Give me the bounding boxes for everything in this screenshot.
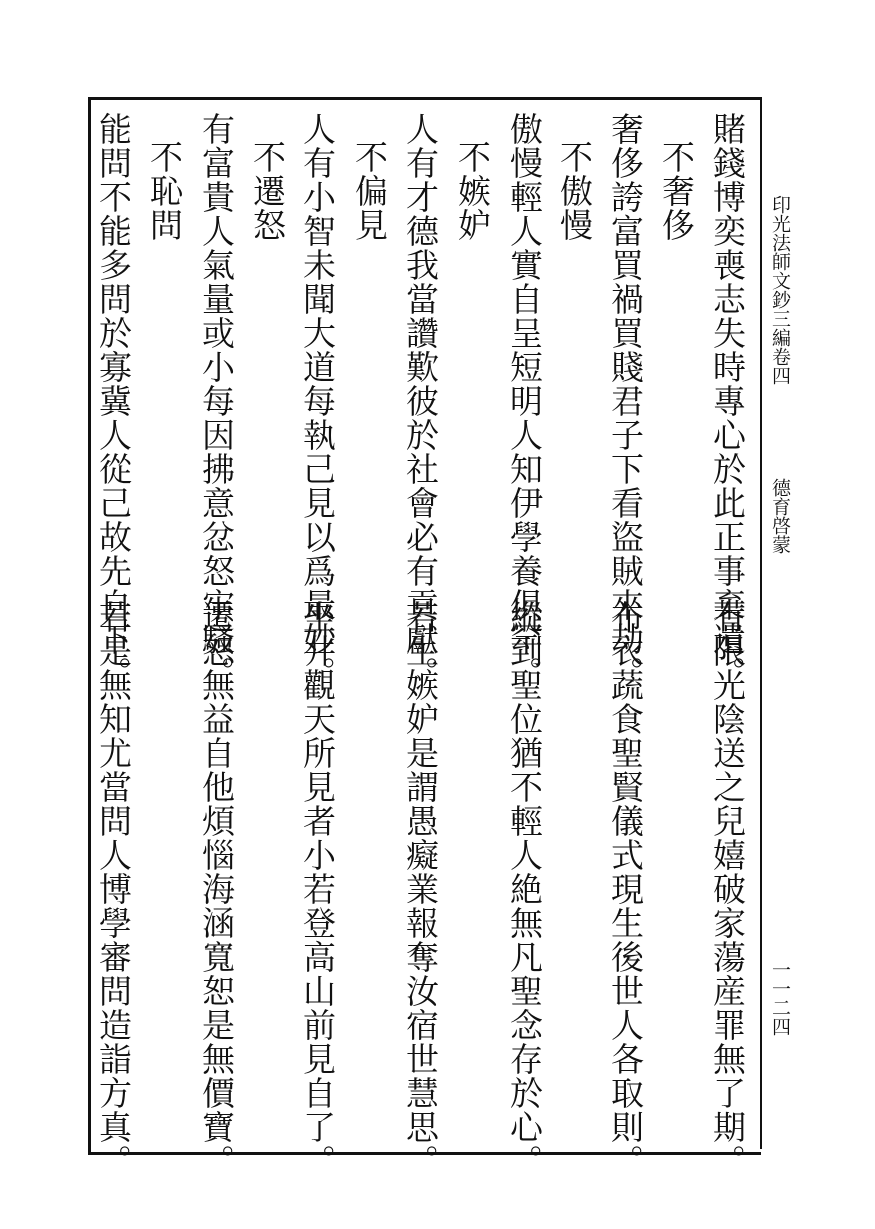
section-heading: 不恥問 [145,140,184,242]
verse-line: 縱到聖位猶不輕人絶無凡聖念存於心。 [505,600,544,1178]
verse-line: 有富貴人氣量或小每因拂意忿怒牢騷。 [197,112,236,690]
margin-rule [760,97,762,1149]
section-heading: 不奢侈 [657,140,696,242]
verse-line: 若生嫉妒是謂愚癡業報奪汝宿世慧思。 [401,600,440,1178]
verse-line: 遷怒無益自他煩惱海涵寬恕是無價寶。 [197,600,236,1178]
verse-line: 人有小智未聞大道每執己見以爲最妙。 [298,112,337,690]
verse-line: 奢侈誇富買禍買賤君子下看盜賊來劫。 [606,112,645,690]
section-heading: 不傲慢 [555,140,594,242]
section-heading: 不遷怒 [248,140,287,242]
section-heading: 不嫉妒 [453,140,492,242]
verse-line: 坐井觀天所見者小若登高山前見自了。 [298,600,337,1178]
section-heading: 不偏見 [350,140,389,242]
running-head-section: 德育啓蒙 [769,478,791,554]
verse-line: 若是無知尤當問人博學審問造詣方真。 [94,600,133,1178]
verse-line: 賭錢博奕喪志失時專心於此正事棄遺。 [708,112,747,690]
verse-line: 傲慢輕人實自呈短明人知伊學養俱罕。 [505,112,544,690]
verse-line: 能問不能多問於寡冀人從己故先自下。 [94,112,133,690]
verse-line: 人有才德我當讚歎彼於社會必有貢獻。 [401,112,440,690]
verse-line: 布衣蔬食聖賢儀式現生後世人各取則。 [606,600,645,1178]
verse-line: 有限光陰送之兒嬉破家蕩産罪無了期。 [708,600,747,1178]
running-head-title: 印光法師文鈔三編卷四 [769,195,791,385]
page-number: 一一二四 [769,960,791,1036]
